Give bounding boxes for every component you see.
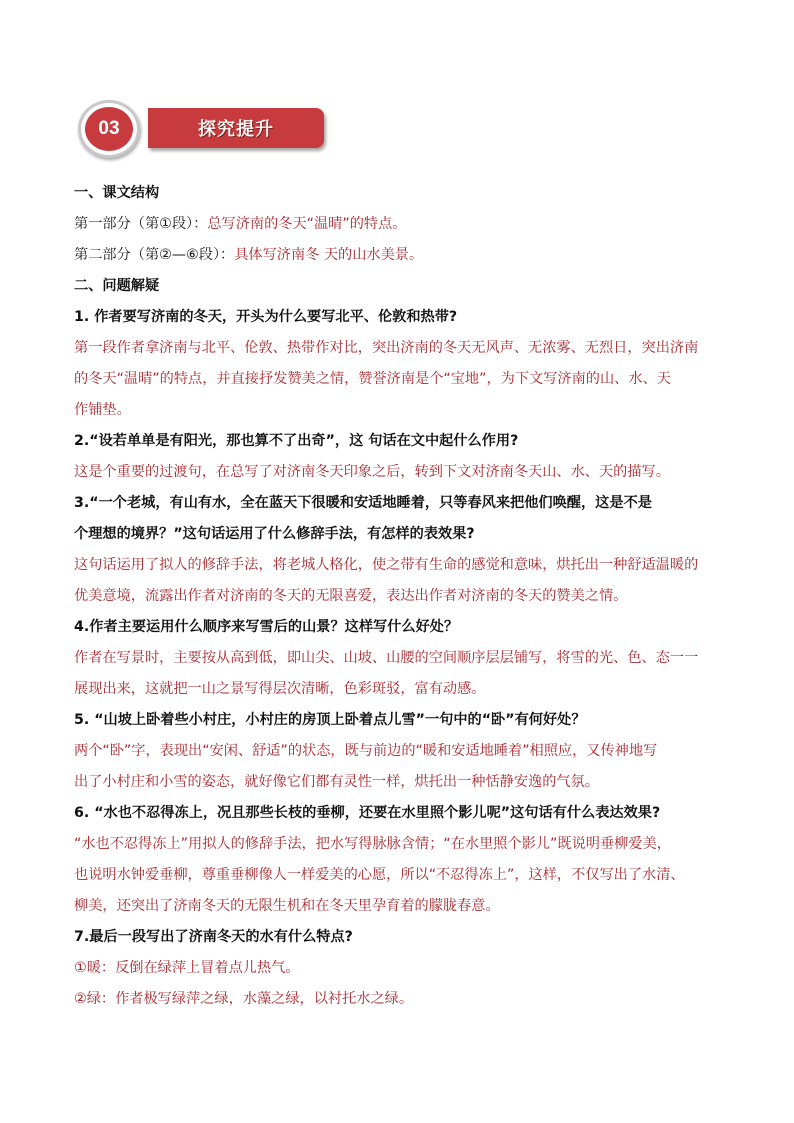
answer-3-line-2: 优美意境，流露出作者对济南的冬天的无限喜爱，表达出作者对济南的冬天的赞美之情。 — [74, 588, 628, 604]
question-3-line-1: 3.“一个老城，有山有水，全在蓝天下很暖和安适地睡着，只等春风来把他们唤醒，这是不是 — [74, 495, 652, 511]
answer-1-line-3: 作铺垫。 — [74, 402, 131, 418]
answer-7-line-2: ②绿：作者极写绿萍之绿，水藻之绿，以衬托水之绿。 — [74, 991, 414, 1007]
answer-1-line-1: 第一段作者拿济南与北平、伦敦、热带作对比，突出济南的冬天无风声、无浓雾、无烈日，突出济南 — [74, 340, 699, 356]
section-number-badge — [78, 100, 140, 158]
section-title: 探究提升 — [198, 119, 274, 140]
answer-7-line-1: ①暖：反倒在绿萍上冒着点儿热气。 — [74, 960, 300, 976]
answer-4-line-2: 展现出来，这就把一山之景写得层次清晰，色彩斑驳，富有动感。 — [74, 681, 486, 697]
structure-part-2 — [74, 240, 724, 271]
section-title-banner — [148, 108, 324, 148]
section-number: 03 — [85, 107, 133, 151]
answer-5-line-2: 出了小村庄和小雪的姿态，就好像它们都有灵性一样，烘托出一种恬静安逸的气氛。 — [74, 774, 599, 790]
question-7: 7.最后一段写出了济南冬天的水有什么特点? — [74, 929, 353, 945]
qa-heading: 二、问题解疑 — [74, 278, 160, 294]
section-header — [78, 98, 328, 160]
structure-part-1 — [74, 209, 724, 240]
answer-1-line-2: 的冬天“温晴”的特点，并直接抒发赞美之情，赞誉济南是个“宝地”，为下文写济南的山、水、天 — [74, 371, 671, 387]
question-4: 4.作者主要运用什么顺序来写雪后的山景？这样写什么好处？ — [74, 619, 459, 635]
answer-6-line-1: “水也不忍得冻上”用拟人的修辞手法，把水写得脉脉含情；“在水里照个影儿”既说明垂柳爱美， — [74, 836, 671, 852]
part-2-text: 具体写济南冬 天的山水美景。 — [234, 247, 424, 263]
part-1-text-b: “温晴”的特点。 — [306, 216, 407, 232]
part-1-label: 第一部分（第①段）： — [74, 216, 208, 232]
answer-6-line-2: 也说明水钟爱垂柳，尊重垂柳像人一样爱美的心愿，所以“不忍得冻上”，这样，不仅写出了水清、 — [74, 867, 685, 883]
question-6: 6. “水也不忍得冻上，况且那些长枝的垂柳，还要在水里照个影儿呢”这句话有什么表达效果? — [74, 805, 661, 821]
question-5: 5. “山坡上卧着些小村庄，小村庄的房顶上卧着点儿雪”一句中的“卧”有何好处？ — [74, 712, 586, 728]
question-2: 2.“设若单单是有阳光，那也算不了出奇”，这 句话在文中起什么作用? — [74, 433, 519, 449]
question-3-line-2: 个理想的境界？”这句话运用了什么修辞手法，有怎样的表效果? — [74, 526, 475, 542]
answer-6-line-3: 柳美，还突出了济南冬天的无限生机和在冬天里孕育着的朦胧春意。 — [74, 898, 500, 914]
structure-heading: 一、课文结构 — [74, 185, 160, 201]
answer-5-line-1: 两个“卧”字，表现出“安闲、舒适”的状态，既与前边的“暖和安适地睡着”相照应，又传神地写 — [74, 743, 658, 759]
answer-2-line-1: 这是个重要的过渡句，在总写了对济南冬天印象之后，转到下文对济南冬天山、水、天的描写。 — [74, 464, 670, 480]
question-1: 1. 作者要写济南的冬天，开头为什么要写北平、伦敦和热带? — [74, 309, 458, 325]
document-body — [74, 178, 724, 1015]
answer-4-line-1: 作者在写景时，主要按从高到低，即山尖、山坡、山腰的空间顺序层层铺写，将雪的光、色、态一一 — [74, 650, 699, 666]
part-1-text-a: 总写济南的冬天 — [207, 216, 307, 232]
answer-3-line-1: 这句话运用了拟人的修辞手法，将老城人格化，使之带有生命的感觉和意味，烘托出一种舒适温暖的 — [74, 557, 699, 573]
part-2-label: 第二部分（第②—⑥段）： — [74, 247, 235, 263]
